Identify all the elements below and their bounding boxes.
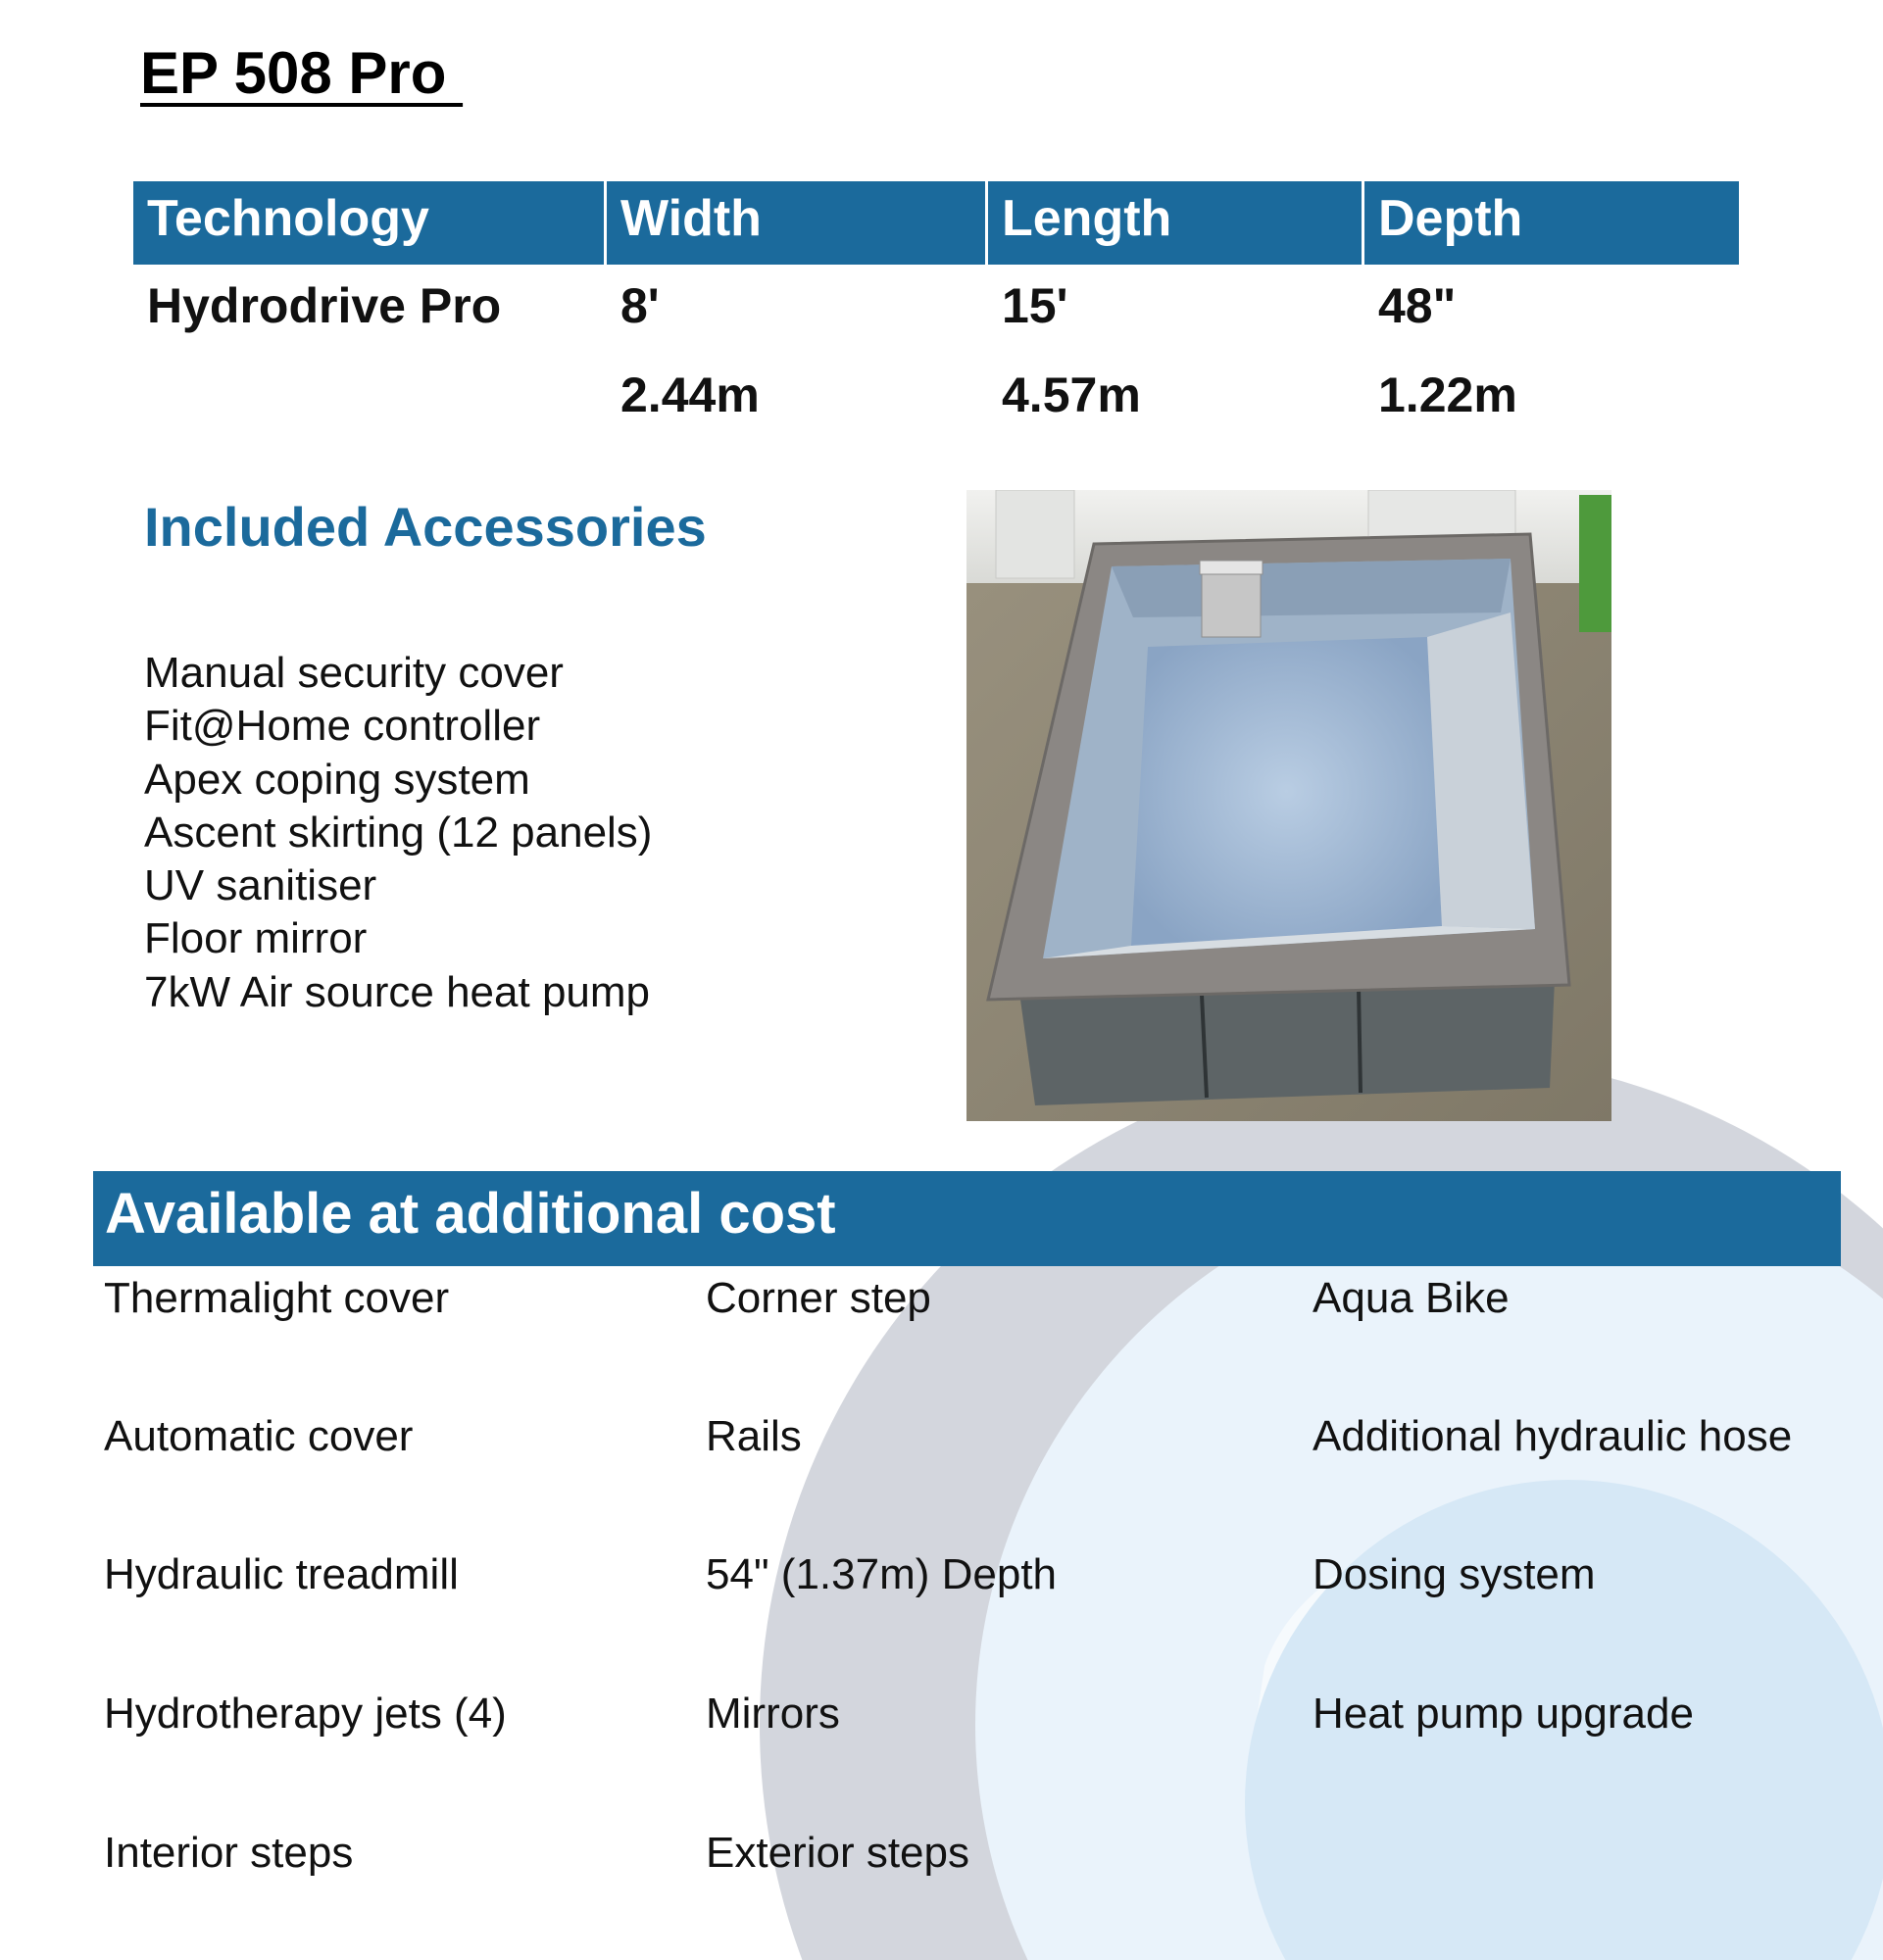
list-item: Aqua Bike xyxy=(1313,1274,1510,1322)
list-item: Manual security cover xyxy=(144,649,564,697)
list-item: Hydraulic treadmill xyxy=(104,1550,459,1598)
header-width: Width xyxy=(607,181,988,265)
list-item: Ascent skirting (12 panels) xyxy=(144,808,653,857)
header-length: Length xyxy=(988,181,1364,265)
length-metric: 4.57m xyxy=(1002,368,1141,422)
depth-imperial: 48" xyxy=(1378,278,1457,333)
spec-header-row xyxy=(133,181,1739,265)
spec-row-metric xyxy=(133,351,1739,437)
technology-empty xyxy=(133,351,607,437)
list-item: Automatic cover xyxy=(104,1412,414,1460)
list-item: Additional hydraulic hose xyxy=(1313,1412,1793,1460)
technology-value: Hydrodrive Pro xyxy=(147,278,502,333)
additional-cost-heading: Available at additional cost xyxy=(105,1182,836,1246)
width-imperial: 8' xyxy=(620,278,660,333)
pool-render-image xyxy=(966,490,1611,1121)
list-item: Fit@Home controller xyxy=(144,702,541,751)
depth-metric: 1.22m xyxy=(1378,368,1517,422)
additional-cost-bar xyxy=(93,1171,1841,1266)
list-item: Thermalight cover xyxy=(104,1274,450,1322)
spec-row-imperial xyxy=(133,265,1739,351)
included-accessories-heading: Included Accessories xyxy=(144,496,707,558)
list-item: Heat pump upgrade xyxy=(1313,1690,1694,1738)
length-imperial: 15' xyxy=(1002,278,1068,333)
list-item: Corner step xyxy=(706,1274,931,1322)
list-item: 7kW Air source heat pump xyxy=(144,967,651,1016)
pool-render-illustration xyxy=(966,490,1611,1121)
width-metric: 2.44m xyxy=(620,368,760,422)
list-item: Floor mirror xyxy=(144,914,368,963)
list-item: Apex coping system xyxy=(144,755,530,804)
list-item: Interior steps xyxy=(104,1829,354,1877)
header-depth: Depth xyxy=(1364,181,1739,265)
list-item: Hydrotherapy jets (4) xyxy=(104,1690,507,1738)
header-technology: Technology xyxy=(133,181,607,265)
included-accessories-list xyxy=(144,647,652,1019)
spec-table xyxy=(133,181,1739,437)
list-item: Dosing system xyxy=(1313,1550,1596,1598)
list-item: UV sanitiser xyxy=(144,861,377,910)
list-item: Exterior steps xyxy=(706,1829,969,1877)
product-title: EP 508 Pro xyxy=(140,40,464,106)
list-item: Mirrors xyxy=(706,1690,840,1738)
list-item: Rails xyxy=(706,1412,802,1460)
list-item: 54" (1.37m) Depth xyxy=(706,1550,1058,1598)
